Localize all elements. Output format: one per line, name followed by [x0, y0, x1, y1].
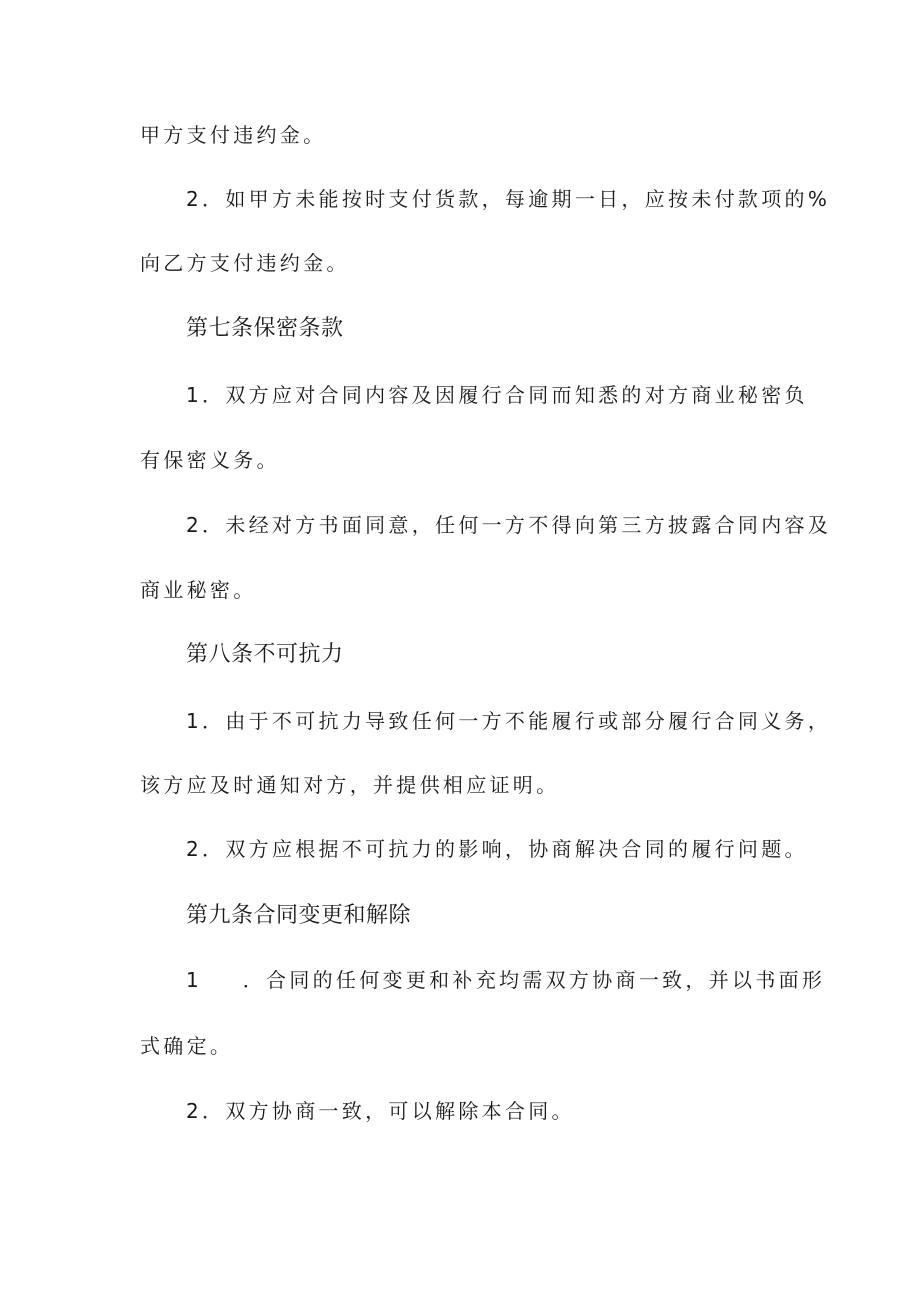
clause-8-item-2: 2．双方应根据不可抗力的影响，协商解决合同的履行问题。	[186, 837, 808, 861]
section-heading-article-8: 第八条不可抗力	[186, 642, 344, 667]
clause-7-item-1: 1．双方应对合同内容及因履行合同而知悉的对方商业秘密负	[186, 383, 808, 407]
item-number: 1	[186, 968, 199, 992]
paragraph-line: 有保密义务。	[140, 448, 280, 472]
paragraph-line: 向乙方支付违约金。	[140, 251, 350, 275]
clause-7-item-2: 2．未经对方书面同意，任何一方不得向第三方披露合同内容及	[186, 513, 832, 537]
paragraph-line: 该方应及时通知对方，并提供相应证明。	[140, 773, 560, 797]
clause-9-item-2: 2．双方协商一致，可以解除本合同。	[186, 1099, 575, 1123]
clause-8-item-1: 1．由于不可抗力导致任何一方不能履行或部分履行合同义务，	[186, 709, 832, 733]
section-heading-article-7: 第七条保密条款	[186, 316, 344, 341]
section-heading-article-9: 第九条合同变更和解除	[186, 903, 412, 928]
paragraph-line: 商业秘密。	[140, 578, 257, 602]
clause-9-item-1	[186, 968, 825, 992]
paragraph-line: 甲方支付违约金。	[140, 123, 327, 147]
clause-6-item-2: 2．如甲方未能按时支付货款，每逾期一日，应按未付款项的%	[186, 187, 831, 211]
item-text: ．合同的任何变更和补充均需双方协商一致，并以书面形	[242, 968, 826, 992]
paragraph-line: 式确定。	[140, 1034, 234, 1058]
